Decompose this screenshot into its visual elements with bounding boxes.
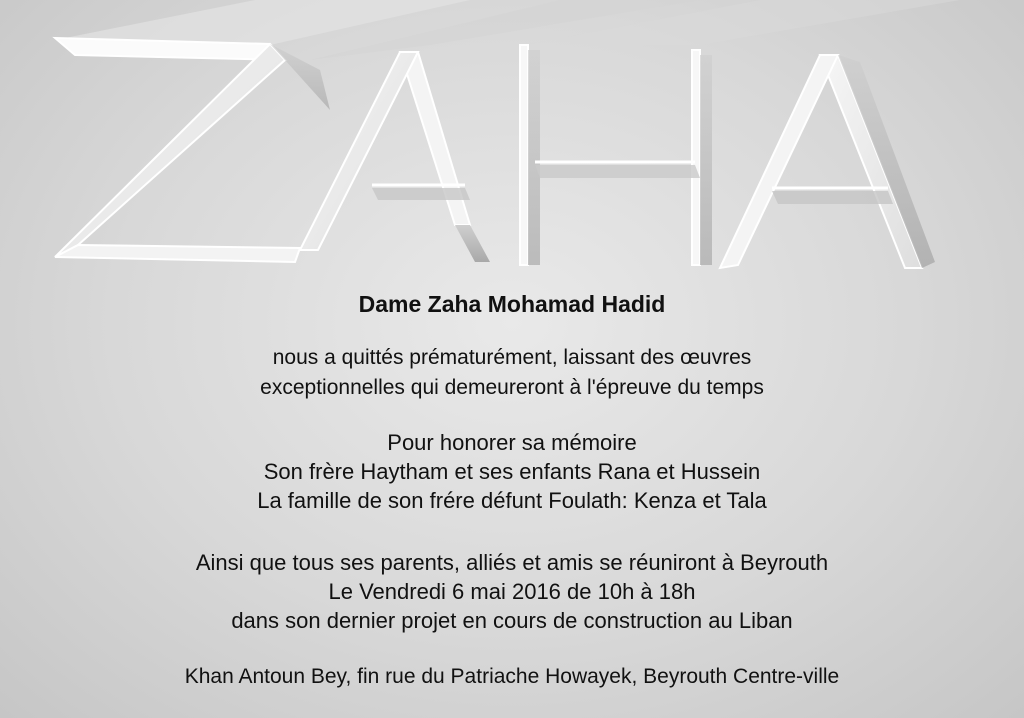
tribute-paragraph <box>0 343 1024 403</box>
family-line: Son frère Haytham et ses enfants Rana et Hussein <box>263 459 761 484</box>
logo-letter-a-first <box>300 52 490 262</box>
family-line: La famille de son frére défunt Foulath: Kenza et Tala <box>257 488 767 513</box>
family-line: Pour honorer sa mémoire <box>387 430 637 455</box>
gathering-paragraph <box>0 548 1024 635</box>
tribute-line: exceptionnelles qui demeureront à l'épreuve du temps <box>260 376 764 399</box>
gathering-line: Le Vendredi 6 mai 2016 de 10h à 18h <box>328 579 696 604</box>
tribute-line: nous a quittés prématurément, laissant des œuvres <box>272 346 752 369</box>
logo-letter-h <box>520 45 712 265</box>
zaha-logo <box>0 0 1024 285</box>
logo-letter-a-second <box>720 55 935 268</box>
logo-letter-z <box>55 38 330 262</box>
address: Khan Antoun Bey, fin rue du Patriache Howayek, Beyrouth Centre-ville <box>184 665 840 688</box>
gathering-line: Ainsi que tous ses parents, alliés et amis se réuniront à Beyrouth <box>195 550 829 575</box>
deceased-name: Dame Zaha Mohamad Hadid <box>358 291 666 317</box>
family-paragraph <box>0 428 1024 515</box>
gathering-line: dans son dernier projet en cours de construction au Liban <box>231 608 793 633</box>
